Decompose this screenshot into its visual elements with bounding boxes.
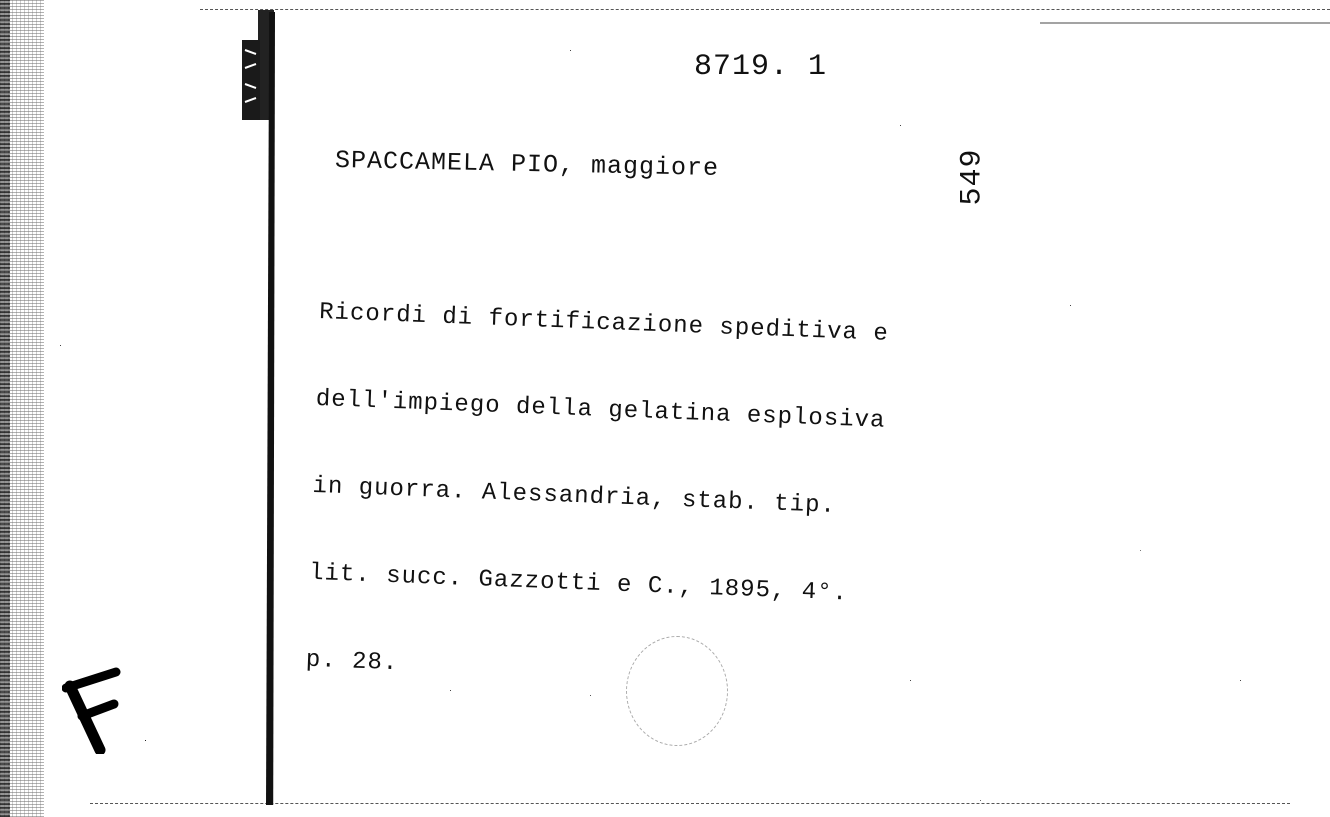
faint-circle-stamp xyxy=(626,636,728,746)
top-edge-line xyxy=(200,9,1330,10)
spine-label-mark xyxy=(240,40,264,120)
description-line: p. 28. xyxy=(305,646,399,678)
author-heading: SPACCAMELA PIO, maggiore xyxy=(334,145,720,184)
description-line: in guorra. Alessandria, stab. tip. xyxy=(312,472,837,520)
catalog-number: 8719. 1 xyxy=(694,50,828,84)
bibliographic-description xyxy=(303,240,891,755)
top-edge-line-right xyxy=(1040,22,1330,24)
handwritten-f-mark xyxy=(62,664,132,754)
description-line: lit. succ. Gazzotti e C., 1895, 4°. xyxy=(308,559,849,608)
scan-edge-border xyxy=(0,0,10,817)
vertical-margin-rule xyxy=(266,12,275,805)
scan-speckles xyxy=(30,300,31,301)
shelfmark-number: 549 xyxy=(955,148,990,206)
description-line: dell'impiego della gelatina esplosiva xyxy=(315,385,886,435)
description-line: Ricordi di fortificazione speditiva e xyxy=(318,298,890,348)
